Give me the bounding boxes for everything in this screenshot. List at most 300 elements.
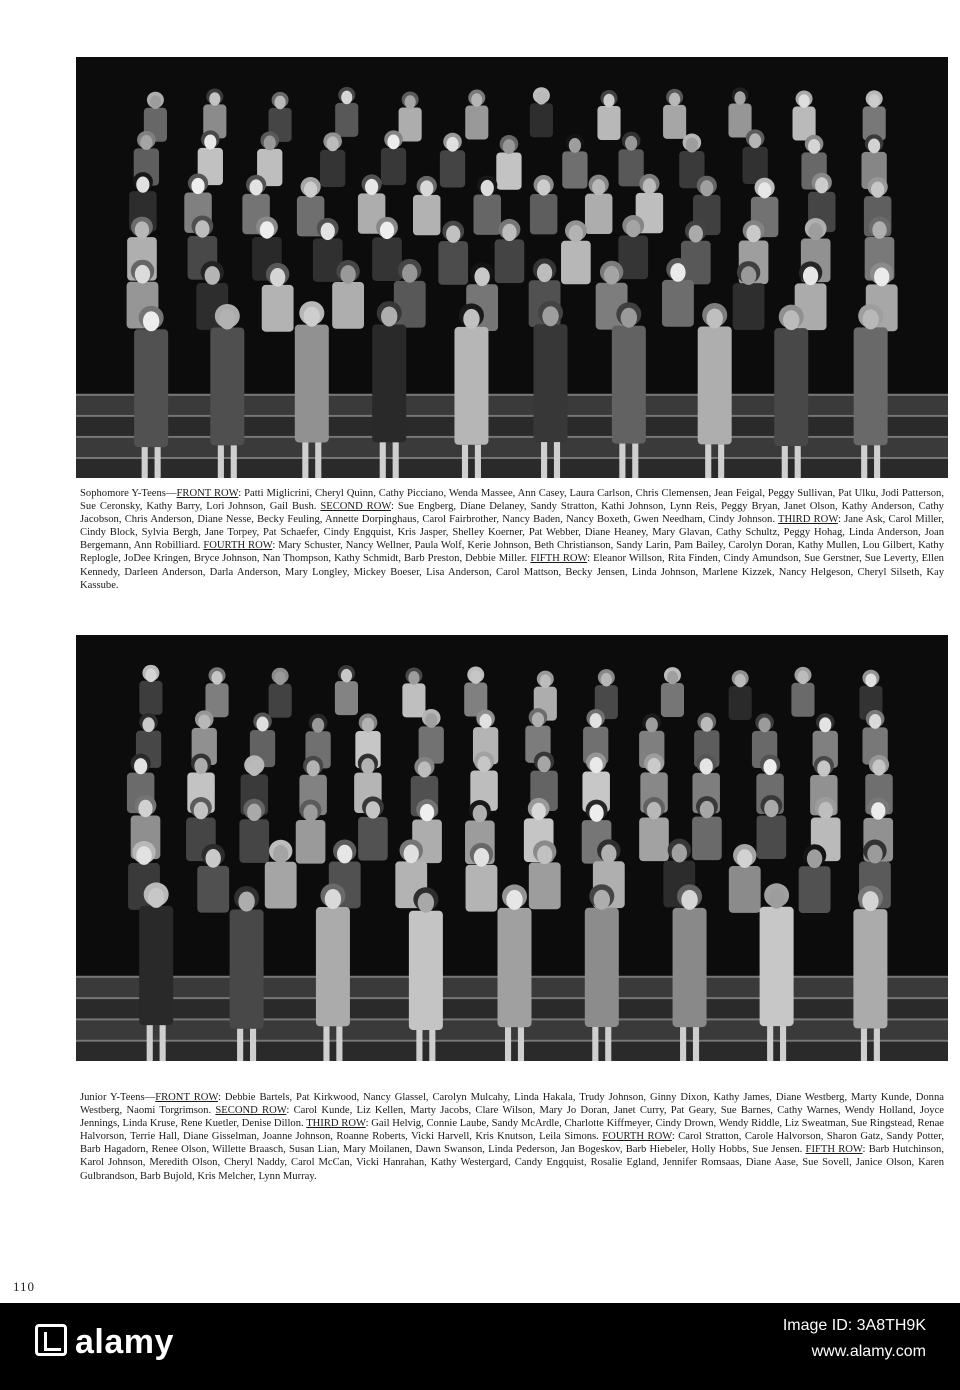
- clothing: [262, 285, 294, 332]
- student-figure: [639, 797, 669, 861]
- leg: [336, 1026, 342, 1061]
- face: [307, 760, 320, 776]
- student-figure: [742, 129, 767, 184]
- clothing: [529, 862, 561, 909]
- face: [874, 268, 889, 287]
- student-figure: [496, 135, 521, 190]
- face: [798, 94, 809, 108]
- clothing: [230, 909, 264, 1028]
- face: [206, 849, 221, 868]
- clothing: [474, 194, 501, 234]
- face: [537, 263, 552, 282]
- leg: [554, 442, 560, 478]
- face: [797, 671, 808, 685]
- face: [569, 225, 583, 242]
- face: [536, 91, 547, 105]
- face: [706, 308, 722, 328]
- face: [420, 804, 434, 821]
- face: [205, 266, 220, 285]
- leg: [592, 1027, 598, 1061]
- clothing: [585, 194, 612, 234]
- face: [590, 757, 603, 773]
- leg: [705, 444, 711, 478]
- student-figure: [320, 132, 345, 187]
- junior-photo-image: [76, 635, 948, 1061]
- face: [195, 220, 209, 237]
- leg: [416, 1030, 422, 1061]
- leg: [680, 1027, 686, 1061]
- clothing: [698, 326, 732, 444]
- face: [763, 759, 776, 775]
- face: [647, 802, 661, 819]
- student-figure: [419, 709, 444, 764]
- face: [381, 306, 397, 326]
- student-figure: [530, 175, 557, 234]
- face: [862, 891, 878, 911]
- watermark-image-id: Image ID: 3A8TH9K: [782, 1317, 926, 1334]
- clothing: [757, 815, 787, 859]
- student-figure: [438, 221, 468, 285]
- student-figure: [262, 263, 294, 332]
- riser-edge: [76, 394, 948, 396]
- face: [148, 888, 164, 908]
- student-figure: [413, 176, 440, 235]
- face: [446, 137, 458, 152]
- student-figure: [799, 844, 831, 913]
- student-figure: [335, 87, 358, 137]
- face: [700, 758, 713, 774]
- face: [474, 848, 489, 867]
- face: [672, 844, 687, 863]
- student-figure: [562, 134, 587, 189]
- face: [869, 94, 880, 108]
- watermark-url: www.alamy.com: [811, 1343, 926, 1360]
- student-figure: [402, 667, 425, 717]
- student-figure: [529, 840, 561, 909]
- student-figure: [466, 843, 498, 912]
- caption-text: : Carol Stratton, Carole Halvorson, Sharon Gatz, Sandy Potter, Barb Hagadorn, Renee Olson, Willette Braasch, Susan Lian, Mary Moilanen, Dawn Swanson, Linda Pederson, Jan Bogeskov, Barb Hiebeler, Holly Hobbs, Sue Jensen.: [80, 1131, 944, 1156]
- leg: [605, 1027, 611, 1061]
- face: [446, 225, 460, 242]
- riser-step: [76, 394, 948, 415]
- leg: [874, 445, 880, 478]
- caption-text: : Barb Hutchinson, Karol Johnson, Meredith Olson, Cheryl Naddy, Carol McCan, Vicki Hanrahan, Kathy Westergard, Candy Engquist, Rosalie Egland, Jennifer Romsaas, Diane Aase, Sue Sovell, Janice Olson, Karen Gulbrandson, Barb Bujold, Kris Melcher, Lynn Murray.: [80, 1144, 945, 1182]
- leg: [780, 1026, 786, 1061]
- leg: [231, 445, 237, 478]
- caption-text: : Debbie Bartels, Pat Kirkwood, Nancy Glassel, Carolyn Mulcahy, Linda Hakala, Trudy Johnson, Ginny Dixon, Kathy James, Diane Westberg, Marty Kunde, Donna Westberg, Naomi Torgrimson.: [80, 1092, 944, 1117]
- leg: [302, 442, 308, 478]
- row-label: FOURTH ROW: [602, 1131, 672, 1143]
- clothing: [663, 105, 686, 139]
- student-figure: [495, 219, 525, 283]
- face: [768, 889, 784, 909]
- face: [480, 714, 492, 729]
- clothing: [597, 106, 620, 140]
- face: [418, 893, 434, 913]
- watermark-logo-text: alamy: [75, 1323, 174, 1361]
- face: [819, 802, 833, 819]
- face: [749, 133, 761, 148]
- face: [737, 849, 752, 868]
- leg: [429, 1030, 435, 1061]
- face: [471, 93, 482, 107]
- face: [198, 714, 210, 729]
- student-figure: [585, 175, 612, 234]
- face: [647, 758, 660, 774]
- face: [140, 135, 152, 150]
- clothing: [760, 907, 794, 1026]
- face: [592, 179, 605, 195]
- student-figure: [358, 796, 388, 860]
- face: [365, 179, 378, 195]
- riser-edge: [76, 415, 948, 417]
- row-label: FIFTH ROW: [530, 553, 588, 565]
- riser-step: [76, 1040, 948, 1061]
- riser-step: [76, 436, 948, 457]
- stock-watermark-bar: [0, 1303, 960, 1390]
- clothing: [358, 817, 388, 861]
- student-figure: [791, 667, 814, 717]
- face: [700, 801, 714, 818]
- clothing: [381, 148, 406, 185]
- face: [867, 845, 882, 864]
- face: [303, 804, 317, 821]
- student-figure: [335, 665, 358, 715]
- student-figure: [729, 670, 752, 720]
- face: [734, 91, 745, 105]
- face: [135, 265, 150, 284]
- face: [209, 92, 220, 106]
- face: [420, 180, 433, 196]
- face: [247, 804, 261, 821]
- face: [594, 890, 610, 910]
- leg: [619, 444, 625, 478]
- face: [327, 136, 339, 151]
- student-figure: [733, 261, 765, 330]
- leg: [218, 445, 224, 478]
- student-figure: [239, 799, 269, 863]
- face: [542, 306, 558, 326]
- riser-edge: [76, 457, 948, 459]
- leg: [147, 1025, 153, 1061]
- face: [249, 179, 262, 195]
- sophomore-caption: [80, 487, 944, 592]
- face: [312, 718, 324, 733]
- clothing: [662, 280, 694, 327]
- leg: [782, 446, 788, 478]
- clothing: [409, 911, 443, 1030]
- clothing: [612, 326, 646, 444]
- face: [621, 308, 637, 328]
- face: [264, 136, 276, 151]
- face: [603, 94, 614, 108]
- leg: [462, 445, 468, 478]
- clothing: [853, 909, 887, 1028]
- face: [689, 225, 703, 242]
- clothing: [320, 150, 345, 187]
- clothing: [265, 862, 297, 909]
- face: [807, 849, 822, 868]
- face: [669, 93, 680, 107]
- face: [862, 309, 878, 329]
- face: [589, 804, 603, 821]
- face: [260, 221, 274, 238]
- face: [809, 223, 823, 240]
- face: [321, 223, 335, 240]
- face: [540, 674, 551, 688]
- clothing: [335, 103, 358, 137]
- caption-text: : Jane Ask, Carol Miller, Cindy Block, Sylvia Bergh, Jane Torpey, Pat Schaefer, Cindy Engquist, Kris Jasper, Shelley Koerner, Pat Webber, Diane Heaney, Mary Glavan, Cathy Schultz, Peggy Hohag, Linda Anderson, Joan Bergemann, Ann Robilliard.: [80, 514, 944, 552]
- clothing: [733, 283, 765, 330]
- face: [646, 717, 658, 732]
- leg: [393, 442, 399, 478]
- leg: [142, 447, 148, 478]
- student-figure: [203, 88, 226, 138]
- clothing: [854, 327, 888, 445]
- face: [387, 134, 399, 149]
- student-figure: [863, 90, 886, 140]
- clothing: [774, 328, 808, 446]
- clothing: [729, 866, 761, 913]
- caption-text: : Patti Miglicrini, Cheryl Quinn, Cathy Picciano, Wenda Massee, Ann Casey, Laura Carlson, Chris Clemensen, Jean Feigal, Peggy Sullivan, Pat Ulku, Jodi Patterson, Sue Ceronsky, Kathy Barry, Lori Johnson, Gail Bush.: [80, 488, 944, 513]
- student-figure: [530, 87, 553, 137]
- face: [194, 802, 208, 819]
- face: [506, 890, 522, 910]
- clothing: [673, 908, 707, 1027]
- clothing: [496, 153, 521, 190]
- riser-step: [76, 415, 948, 436]
- face: [502, 224, 516, 241]
- leg: [861, 1028, 867, 1061]
- riser-edge: [76, 436, 948, 438]
- face: [764, 800, 778, 817]
- caption-text: : Eleanor Willson, Rita Finden, Cindy Amundson, Sue Gerstner, Sue Leverty, Ellen Kennedy, Darleen Anderson, Darla Anderson, Mary Longley, Mickey Boeser, Lisa Anderson, Carol Mattson, Becky Jensen, Linda Johnson, Marlene Kizzek, Nancy Helgeson, Cheryl Silseth, Kay Kassube.: [80, 553, 944, 591]
- face: [808, 139, 820, 154]
- face: [868, 138, 880, 153]
- face: [362, 718, 374, 733]
- leg: [505, 1027, 511, 1061]
- row-label: FRONT ROW: [155, 1092, 219, 1103]
- clothing: [561, 241, 591, 285]
- student-figure: [465, 90, 488, 140]
- row-label: FIFTH ROW: [805, 1144, 863, 1156]
- face: [625, 136, 637, 151]
- face: [604, 266, 619, 285]
- caption-text: : Sue Engberg, Diane Delaney, Sandy Stratton, Kathi Johnson, Lynn Reis, Peggy Bryan, Janet Olson, Kathy Anderson, Cathy Jacobson, Chris Anderson, Diane Nesse, Becky Feuling, Annette Dorpinghaus, Carol Fairbrother, Nancy Baden, Nancy Boxeth, Gwen Needham, Cindy Johnson.: [80, 501, 944, 526]
- clothing: [269, 684, 292, 718]
- face: [304, 181, 317, 197]
- face: [248, 760, 261, 776]
- face: [366, 801, 380, 818]
- clothing: [239, 819, 269, 863]
- caption-text: : Mary Schuster, Nancy Wellner, Paula Wolf, Kerie Johnson, Beth Christianson, Sandy Larin, Pam Bailey, Carolyn Doran, Kathy Mullen, Lou Gilbert, Kathy Replogle, JoDee Kringen, Bryce Johnson, Nan Thompson, Kathy Schmidt, Barb Preston, Debbie Miller.: [80, 540, 944, 565]
- leg: [155, 447, 161, 478]
- student-figure: [381, 130, 406, 185]
- face: [238, 891, 254, 911]
- junior-group-photo: [76, 635, 948, 1061]
- face: [425, 713, 437, 728]
- row-label: SECOND ROW: [215, 1105, 287, 1117]
- clothing: [791, 683, 814, 717]
- face: [758, 182, 771, 198]
- face: [871, 802, 885, 819]
- face: [700, 180, 713, 196]
- face: [138, 800, 152, 817]
- face: [408, 671, 419, 685]
- leg: [160, 1025, 166, 1061]
- face: [337, 845, 352, 864]
- leg: [380, 442, 386, 478]
- clothing: [372, 324, 406, 442]
- clothing: [139, 906, 173, 1025]
- face: [470, 670, 481, 684]
- student-figure: [440, 133, 465, 188]
- student-figure: [561, 220, 591, 284]
- student-figure: [399, 91, 422, 141]
- student-figure: [757, 795, 787, 859]
- clothing: [466, 865, 498, 912]
- leg: [874, 1028, 880, 1061]
- row-label: SECOND ROW: [320, 501, 391, 513]
- face: [463, 309, 479, 329]
- clothing: [639, 818, 669, 862]
- caption-text: : Gail Helvig, Connie Laube, Sandy McArdle, Charlotte Kiffmeyer, Cindy Drown, Wendy Riddle, Liz Sweatman, Sue Ringstead, Renae Halvorson, Terrie Hall, Diane Gisselman, Joanne Johnson, Roanne Roberts, Vicki Harvell, Kris Knutson, Leila Simons.: [80, 1118, 944, 1143]
- face: [340, 265, 355, 284]
- face: [537, 756, 550, 772]
- sophomore-photo-image: [76, 57, 948, 478]
- clothing: [661, 683, 684, 717]
- face: [532, 712, 544, 727]
- leg: [250, 1029, 256, 1061]
- student-figure: [464, 667, 487, 717]
- face: [701, 717, 713, 732]
- clothing: [372, 237, 402, 281]
- face: [686, 138, 698, 153]
- face: [667, 671, 678, 685]
- face: [134, 758, 147, 774]
- clothing: [498, 908, 532, 1027]
- row-label: FOURTH ROW: [203, 540, 273, 552]
- face: [341, 669, 352, 683]
- student-figure: [728, 88, 751, 138]
- leg: [323, 1026, 329, 1061]
- student-figure: [729, 844, 761, 913]
- face: [256, 717, 268, 732]
- student-figure: [139, 665, 162, 715]
- clothing: [210, 328, 244, 446]
- sophomore-group-photo: [76, 57, 948, 478]
- face: [670, 263, 685, 282]
- watermark-logo: [35, 1323, 174, 1362]
- student-figure: [269, 668, 292, 718]
- face: [274, 96, 285, 110]
- student-figure: [661, 667, 684, 717]
- face: [872, 221, 886, 238]
- leg: [475, 445, 481, 478]
- leg: [767, 1026, 773, 1061]
- student-figure: [662, 258, 694, 327]
- student-figure: [332, 260, 364, 329]
- student-figure: [663, 89, 686, 139]
- face: [143, 311, 159, 331]
- student-figure: [372, 217, 402, 281]
- face: [191, 178, 204, 194]
- face: [590, 713, 602, 728]
- leg: [237, 1029, 243, 1061]
- face: [136, 846, 151, 865]
- face: [872, 759, 885, 775]
- row-label: FRONT ROW: [176, 488, 239, 499]
- student-figure: [474, 175, 501, 234]
- leg: [632, 444, 638, 478]
- student-figure: [692, 796, 722, 860]
- clothing: [799, 866, 831, 913]
- face: [819, 717, 831, 732]
- face: [219, 310, 235, 330]
- student-figure: [205, 667, 228, 717]
- face: [783, 310, 799, 330]
- student-figure: [296, 800, 326, 864]
- face: [204, 134, 216, 149]
- face: [803, 267, 818, 286]
- clothing: [440, 150, 465, 187]
- face: [537, 179, 550, 195]
- clothing: [454, 327, 488, 445]
- leg: [315, 442, 321, 478]
- page-number: 110: [13, 1279, 36, 1294]
- clothing: [585, 908, 619, 1027]
- row-label: THIRD ROW: [778, 514, 838, 526]
- clothing: [465, 106, 488, 140]
- face: [477, 756, 490, 772]
- face: [275, 671, 286, 685]
- face: [404, 844, 419, 863]
- student-figure: [597, 90, 620, 140]
- face: [481, 180, 494, 196]
- face: [194, 758, 207, 774]
- caption-text: Junior Y-Teens—: [80, 1092, 156, 1103]
- leg: [541, 442, 547, 478]
- clothing: [295, 325, 329, 443]
- clothing: [438, 241, 468, 285]
- clothing: [134, 329, 168, 447]
- face: [643, 178, 656, 194]
- face: [380, 222, 394, 239]
- clothing: [316, 907, 350, 1026]
- face: [418, 761, 431, 777]
- face: [211, 671, 222, 685]
- face: [865, 673, 876, 687]
- riser-edge: [76, 1040, 948, 1042]
- face: [735, 674, 746, 688]
- face: [815, 177, 828, 193]
- student-figure: [618, 132, 643, 187]
- face: [746, 225, 760, 242]
- face: [136, 177, 149, 193]
- leg: [718, 444, 724, 478]
- face: [626, 220, 640, 237]
- face: [150, 95, 161, 109]
- clothing: [495, 239, 525, 283]
- clothing: [335, 681, 358, 715]
- clothing: [530, 194, 557, 234]
- caption-text: Sophomore Y-Teens—: [80, 488, 177, 499]
- clothing: [332, 282, 364, 329]
- clothing: [296, 820, 326, 864]
- clothing: [197, 866, 229, 913]
- face: [474, 267, 489, 286]
- clothing: [729, 686, 752, 720]
